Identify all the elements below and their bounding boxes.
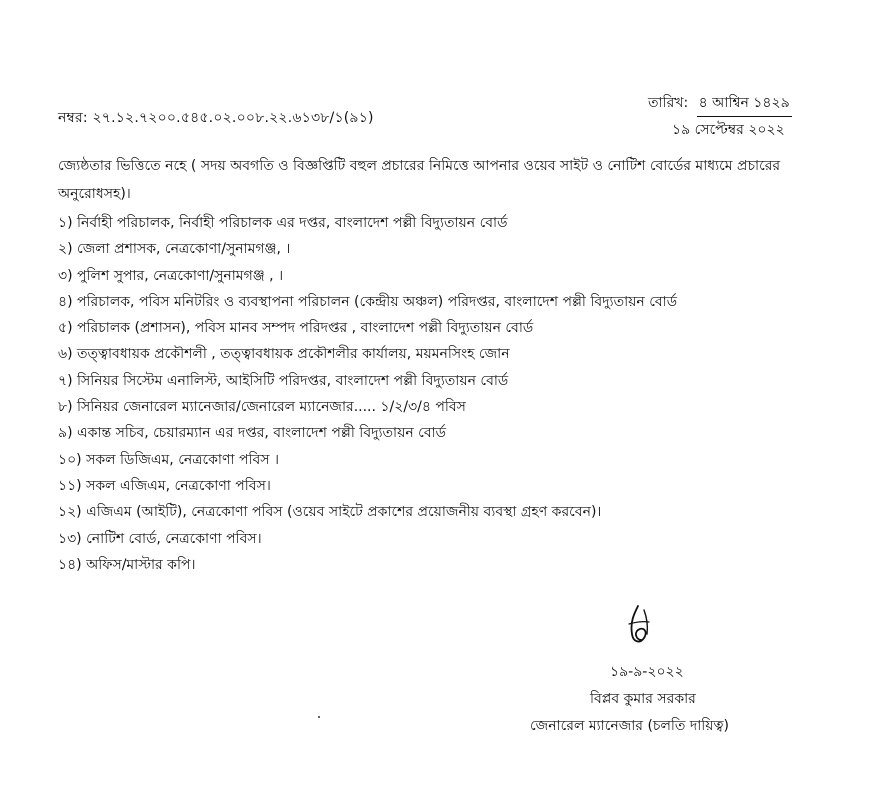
date-row [648,90,792,117]
recipient-item: ১৪) অফিস/মাস্টার কপি। [58,556,196,573]
recipient-item: ১২) এজিএম (আইটি), নেত্রকোণা পবিস (ওয়েব সাইটে প্রকাশের প্রয়োজনীয় ব্যবস্থা গ্রহণ করবেন)। [58,504,602,521]
recipient-list [58,210,848,578]
date-block [648,90,792,143]
recipient-item: ৩) পুলিশ সুপার, নেত্রকোণা/সুনামগঞ্জ , । [58,267,284,284]
recipient-item: ১৩) নোটিশ বোর্ড, নেত্রকোণা পবিস। [58,530,262,547]
recipient-item: ৬) তত্ত্বাবধায়ক প্রকৌশলী , তত্ত্বাবধায়ক প্রকৌশলীর কার্যালয়, ময়মনসিংহ জোন [58,346,510,363]
recipient-item: ২) জেলা প্রশাসক, নেত্রকোণা/সুনামগঞ্জ, । [58,241,291,258]
recipient-item: ৪) পরিচালক, পবিস মনিটরিং ও ব্যবস্থাপনা পরিচালন (কেন্দ্রীয় অঞ্চল) পরিদপ্তর, বাংলাদেশ পল্লী বিদ্যুতায়ন বোর্ড [58,293,678,310]
date-label: তারিখ: [648,95,689,111]
intro-paragraph: জ্যেষ্ঠতার ভিত্তিতে নহে ( সদয় অবগতি ও বিজ্ঞপ্তিটি বহুল প্রচারের নিমিত্তে আপনার ওয়েব সাইট ও নোটিশ বোর্ডের মাধ্যমে প্রচারের অনুরোধসহ)। [58,158,781,202]
gregorian-date: ১৯ সেপ্টেম্বর ২০২২ [672,122,785,138]
recipient-item: ৭) সিনিয়র সিস্টেম এনালিস্ট, আইসিটি পরিদপ্তর, বাংলাদেশ পল্লী বিদ্যুতায়ন বোর্ড [58,372,509,389]
recipient-item: ১) নির্বাহী পরিচালক, নির্বাহী পরিচালক এর দপ্তর, বাংলাদেশ পল্লী বিদ্যুতায়ন বোর্ড [58,215,508,231]
recipient-item: ৮) সিনিয়র জেনারেল ম্যানেজার/জেনারেল ম্যানেজার..... ১/২/৩/৪ পবিস [58,399,466,416]
signature-date: ১৯-৯-২০২২ [610,664,684,680]
scan-speck [318,716,320,718]
recipient-item: ১১) সকল এজিএম, নেত্রকোণা পবিস। [58,477,271,494]
signer-title: জেনারেল ম্যানেজার (চলতি দায়িত্ব) [530,718,729,734]
signer-name: বিপ্লব কুমার সরকার [590,691,696,707]
bangla-date: ৪ আশ্বিন ১৪২৯ [697,90,792,117]
recipient-item: ১০) সকল ডিজিএম, নেত্রকোণা পবিস । [58,451,279,468]
recipient-item: ৫) পরিচালক (প্রশাসন), পবিস মানব সম্পদ পরিদপ্তর , বাংলাদেশ পল্লী বিদ্যুতায়ন বোর্ড [58,320,534,337]
handwritten-signature [614,600,664,650]
recipient-item: ৯) একান্ত সচিব, চেয়ারম্যান এর দপ্তর, বাংলাদেশ পল্লী বিদ্যুতায়ন বোর্ড [58,425,446,442]
memo-number: নম্বর: ২৭.১২.৭২০০.৫৪৫.০২.০০৮.২২.৬১৩৮/১(৯১) [58,110,374,126]
